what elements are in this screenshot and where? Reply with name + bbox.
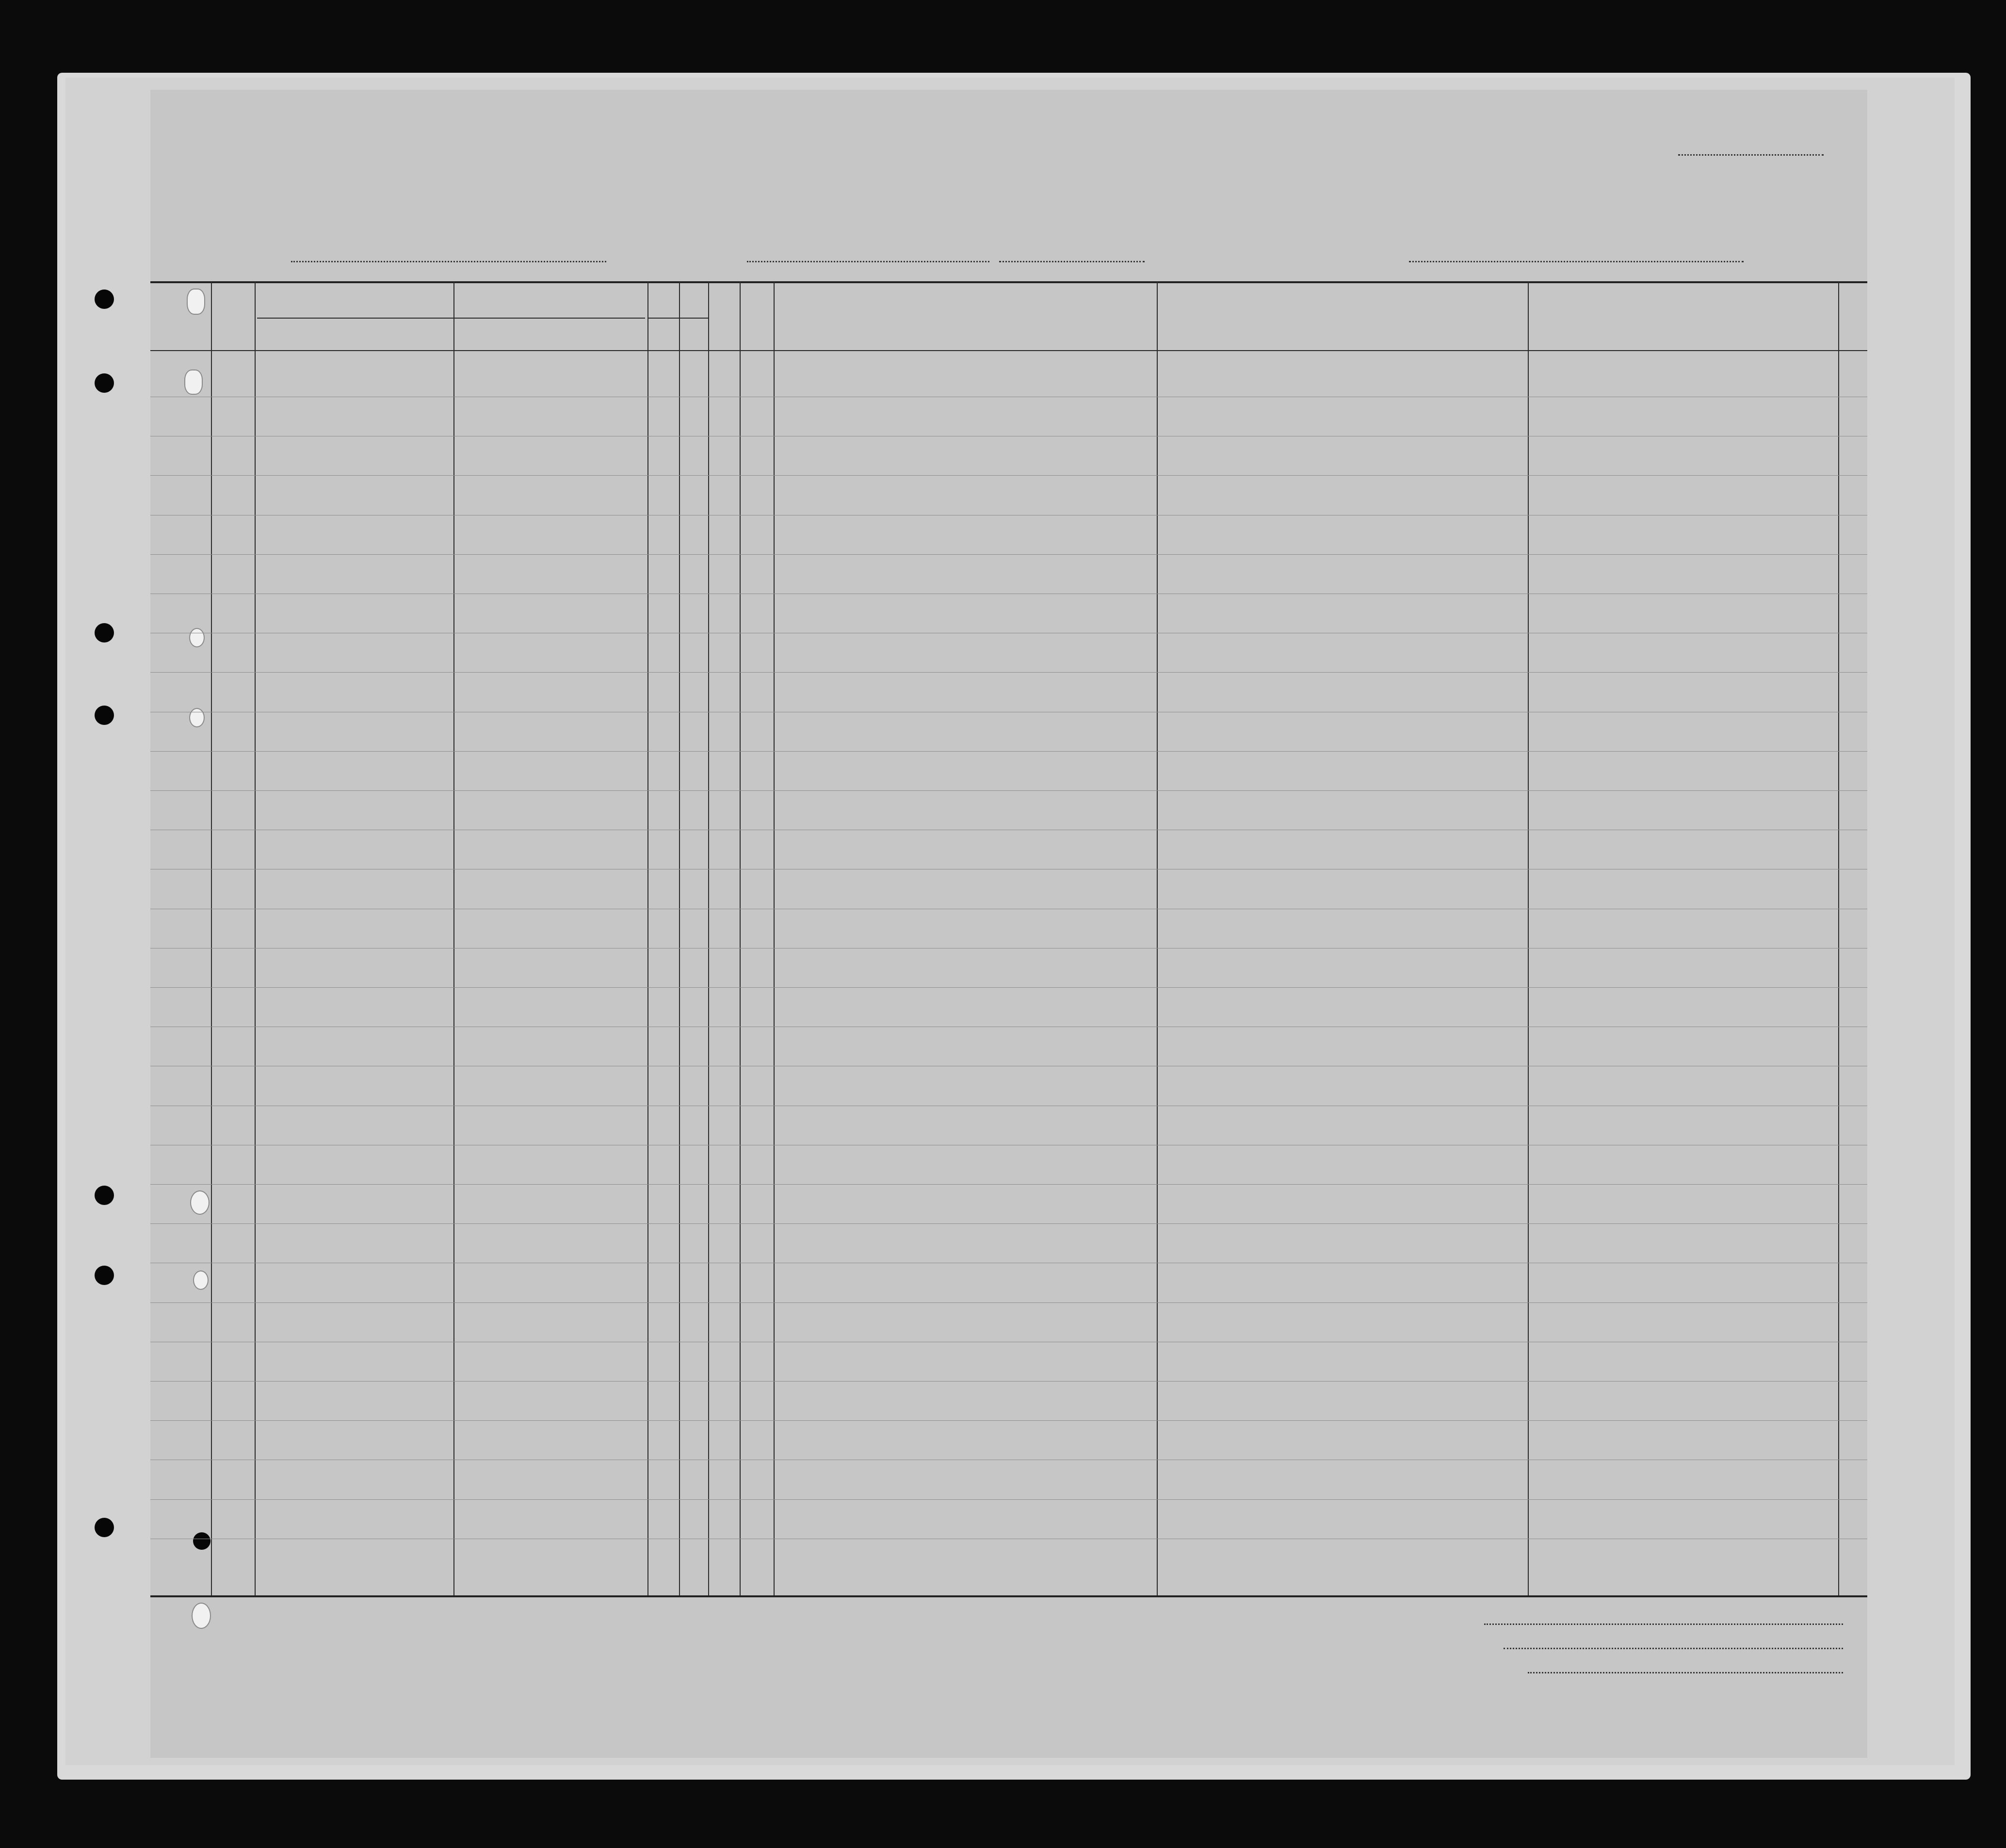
row-rule — [150, 1223, 1867, 1224]
punch-hole-reinforcement — [192, 1603, 211, 1629]
row-rule — [150, 1381, 1867, 1382]
row-rule — [150, 672, 1867, 673]
ship-fill-line — [291, 261, 606, 262]
punch-hole-reinforcement — [193, 1270, 209, 1290]
table-column-rule — [679, 281, 680, 1595]
punch-hole — [95, 1518, 114, 1537]
row-rule — [150, 554, 1867, 555]
sailing-date-fill-line — [999, 261, 1145, 262]
row-rule — [150, 1499, 1867, 1500]
punch-hole-reinforcement — [184, 370, 203, 395]
punch-hole — [95, 1186, 114, 1205]
row-rule — [150, 1420, 1867, 1421]
punch-hole — [193, 1532, 210, 1550]
table-column-rule — [740, 281, 741, 1595]
local-agents-fill — [1528, 1672, 1843, 1673]
punch-hole — [95, 373, 114, 393]
row-rule — [150, 475, 1867, 476]
punch-hole — [95, 1266, 114, 1285]
table-bottom-border — [150, 1595, 1867, 1597]
sailing-fill-line — [747, 261, 989, 262]
table-column-rule — [1157, 281, 1158, 1595]
row-rule — [150, 1184, 1867, 1185]
table-column-rule — [1838, 281, 1839, 1595]
table-column-rule — [211, 281, 212, 1595]
punch-hole-reinforcement — [187, 289, 205, 315]
form-area — [150, 90, 1867, 1758]
table-column-rule — [774, 281, 775, 1595]
owners-fill — [1504, 1648, 1843, 1649]
row-rule — [150, 987, 1867, 988]
name-subheader-rule — [257, 318, 645, 319]
age-subheader-rule — [647, 318, 708, 319]
table-header-border — [150, 350, 1867, 351]
row-rule — [150, 1302, 1867, 1303]
punch-hole-reinforcement — [189, 708, 205, 727]
line-fill — [1484, 1623, 1843, 1625]
punch-hole — [95, 706, 114, 725]
table-column-rule — [708, 281, 709, 1595]
table-column-rule — [255, 281, 256, 1595]
punch-hole — [95, 289, 114, 309]
table-column-rule — [453, 281, 454, 1595]
punch-hole-reinforcement — [190, 1190, 210, 1215]
table-column-rule — [647, 281, 648, 1595]
punch-hole-reinforcement — [189, 628, 205, 647]
table-column-rule — [1528, 281, 1529, 1595]
row-rule — [150, 790, 1867, 791]
number-fill-line — [1678, 154, 1824, 156]
table-top-border — [150, 281, 1867, 283]
punch-hole — [95, 623, 114, 643]
row-rule — [150, 751, 1867, 752]
arriving-fill-line — [1409, 261, 1744, 262]
